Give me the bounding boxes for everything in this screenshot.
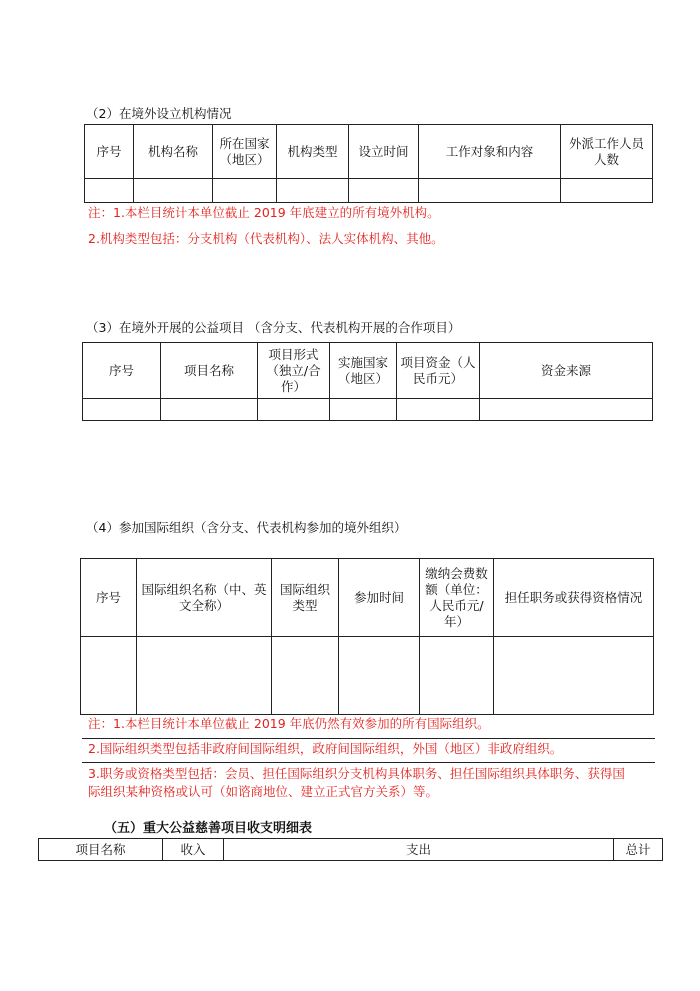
- input-cell[interactable]: [561, 179, 653, 203]
- header-cell: 机构名称: [134, 125, 213, 179]
- header-cell: 外派工作人员人数: [561, 125, 653, 179]
- input-cell[interactable]: [277, 179, 349, 203]
- header-cell: 支出: [224, 839, 614, 861]
- header-cell: 项目名称: [161, 343, 258, 399]
- section3-title: （3）在境外开展的公益项目 （含分支、代表机构开展的合作项目）: [86, 320, 461, 335]
- header-cell: 项目形式（独立/合作）: [258, 343, 330, 399]
- overseas-institutions-table: [84, 124, 653, 203]
- header-cell: 缴纳会费数额（单位：人民币元/年）: [420, 559, 494, 637]
- table-row: [83, 399, 653, 421]
- header-cell: 序号: [83, 343, 161, 399]
- table-header-row: [39, 839, 663, 861]
- header-cell: 项目资金（人民币元）: [397, 343, 480, 399]
- header-cell: 设立时间: [349, 125, 419, 179]
- header-cell: 所在国家（地区）: [213, 125, 277, 179]
- input-cell[interactable]: [258, 399, 330, 421]
- section4-note-2: 2.国际组织类型包括非政府间国际组织，政府间国际组织，外国（地区）非政府组织。: [88, 741, 563, 756]
- table-row: [85, 179, 653, 203]
- input-cell[interactable]: [480, 399, 653, 421]
- input-cell[interactable]: [420, 637, 494, 715]
- header-cell: 总计: [614, 839, 663, 861]
- input-cell[interactable]: [213, 179, 277, 203]
- input-cell[interactable]: [81, 637, 137, 715]
- input-cell[interactable]: [85, 179, 134, 203]
- section4-title: （4）参加国际组织（含分支、代表机构参加的境外组织）: [86, 520, 407, 535]
- section2-note-2: 2.机构类型包括：分支机构（代表机构）、法人实体机构、其他。: [88, 231, 444, 246]
- section2-title: （2）在境外设立机构情况: [86, 106, 232, 121]
- header-cell: 序号: [85, 125, 134, 179]
- header-cell: 国际组织类型: [272, 559, 339, 637]
- international-orgs-table: [80, 558, 654, 715]
- input-cell[interactable]: [161, 399, 258, 421]
- input-cell[interactable]: [134, 179, 213, 203]
- input-cell[interactable]: [397, 399, 480, 421]
- header-cell: 参加时间: [339, 559, 420, 637]
- project-finance-table: [38, 838, 663, 861]
- header-cell: 机构类型: [277, 125, 349, 179]
- header-cell: 序号: [81, 559, 137, 637]
- header-cell: 工作对象和内容: [419, 125, 561, 179]
- table-header-row: [83, 343, 653, 399]
- section5-title: （五）重大公益慈善项目收支明细表: [104, 821, 313, 836]
- header-cell: 收入: [163, 839, 224, 861]
- input-cell[interactable]: [494, 637, 654, 715]
- section4-note-1: 注：1.本栏目统计本单位截止 2019 年底仍然有效参加的所有国际组织。: [88, 716, 490, 731]
- divider: [82, 762, 655, 763]
- input-cell[interactable]: [339, 637, 420, 715]
- input-cell[interactable]: [272, 637, 339, 715]
- header-cell: 担任职务或获得资格情况: [494, 559, 654, 637]
- overseas-projects-table: [82, 342, 653, 421]
- header-cell: 实施国家（地区）: [330, 343, 397, 399]
- input-cell[interactable]: [83, 399, 161, 421]
- input-cell[interactable]: [330, 399, 397, 421]
- section4-note-3: 3.职务或资格类型包括：会员、担任国际组织分支机构具体职务、担任国际组织具体职务、获得国: [88, 766, 625, 781]
- header-cell: 资金来源: [480, 343, 653, 399]
- section2-note-1: 注：1.本栏目统计本单位截止 2019 年底建立的所有境外机构。: [88, 205, 440, 220]
- table-row: [81, 637, 654, 715]
- section4-note-4: 际组织某种资格或认可（如谘商地位、建立正式官方关系）等。: [88, 784, 439, 799]
- divider: [82, 738, 655, 739]
- header-cell: 国际组织名称（中、英文全称）: [137, 559, 272, 637]
- input-cell[interactable]: [137, 637, 272, 715]
- table-header-row: [81, 559, 654, 637]
- input-cell[interactable]: [419, 179, 561, 203]
- header-cell: 项目名称: [39, 839, 163, 861]
- input-cell[interactable]: [349, 179, 419, 203]
- table-header-row: [85, 125, 653, 179]
